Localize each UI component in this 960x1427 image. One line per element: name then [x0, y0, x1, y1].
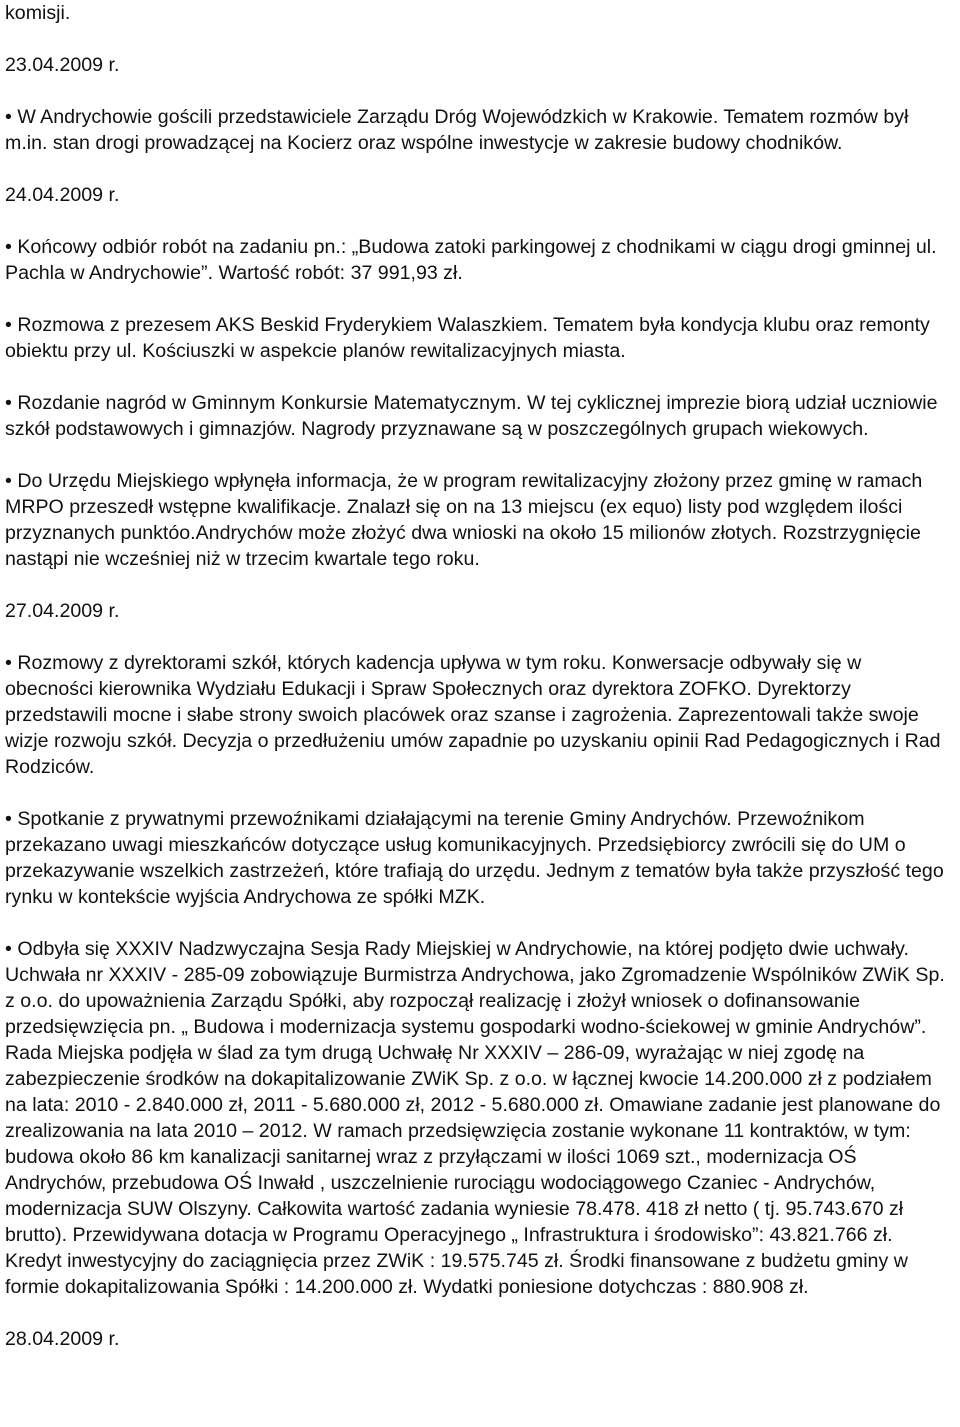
list-item-text: Do Urzędu Miejskiego wpłynęła informacja, że w program rewitalizacyjny złożony przez gminę w ramach MRPO przeszedł wstępne kwalifikacje. Znalazł się on na 13 miejscu (ex equo) listy pod względem ilości przyznanych punktóo.Andrychów może złożyć dwa wnioski na około 15 milionów złotych. Rozstrzygnięcie nastąpi nie wcześniej niż w trzecim kwartale tego roku. [5, 470, 923, 570]
spacer [5, 364, 953, 390]
list-item [5, 936, 953, 1300]
section-date: 23.04.2009 r. [5, 54, 120, 76]
list-item [5, 468, 953, 572]
section-date: 28.04.2009 r. [5, 1328, 120, 1350]
section-date: 27.04.2009 r. [5, 600, 120, 622]
bullet-icon: • [5, 392, 12, 414]
bullet-icon: • [5, 470, 12, 492]
list-item-text: Końcowy odbiór robót na zadaniu pn.: „Budowa zatoki parkingowej z chodnikami w ciągu drogi gminnej ul. Pachla w Andrychowie”. Wartość robót: 37 991,93 zł. [5, 236, 937, 284]
bullet-icon: • [5, 938, 12, 960]
spacer [5, 286, 953, 312]
list-item-text: Rozmowy z dyrektorami szkół, których kadencja upływa w tym roku. Konwersacje odbywały się w obecności kierownika Wydziału Edukacji i Spraw Społecznych oraz dyrektora ZOFKO. Dyrektorzy przedstawili mocne i słabe strony swoich placówek oraz szanse i zagrożenia. Zaprezentowali także swoje wizje rozwoju szkół. Decyzja o przedłużeniu umów zapadnie po uzyskaniu opinii Rad Pedagogicznych i Rad Rodziców. [5, 652, 941, 778]
bullet-icon: • [5, 236, 12, 258]
intro-fragment: komisji. [5, 2, 71, 24]
list-item [5, 650, 953, 780]
bullet-icon: • [5, 652, 12, 674]
list-item-text: W Andrychowie gościli przedstawiciele Zarządu Dróg Wojewódzkich w Krakowie. Tematem rozmów był m.in. stan drogi prowadzącej na Kocierz oraz wspólne inwestycje w zakresie budowy chodników. [5, 106, 909, 154]
spacer [5, 442, 953, 468]
spacer [5, 1300, 953, 1326]
spacer [5, 572, 953, 598]
spacer [5, 780, 953, 806]
spacer [5, 910, 953, 936]
list-item-text: Odbyła się XXXIV Nadzwyczajna Sesja Rady Miejskiej w Andrychowie, na której podjęto dwie uchwały. Uchwała nr XXXIV - 285-09 zobowiązuje Burmistrza Andrychowa, jako Zgromadzenie Wspólników ZWiK Sp. z o.o. do upoważnienia Zarządu Spółki, aby rozpoczął realizację i złożył wniosek o dofinansowanie przedsięwzięcia pn. „ Budowa i modernizacja systemu gospodarki wodno-ściekowej w gminie Andrychów”. Rada Miejska podjęła w ślad za tym drugą Uchwałę Nr XXXIV – 286-09, wyrażając w niej zgodę na zabezpieczenie środków na dokapitalizowanie ZWiK Sp. z o.o. w łącznej kwocie 14.200.000 zł z podziałem na lata: 2010 - 2.840.000 zł, 2011 - 5.680.000 zł, 2012 - 5.680.000 zł. Omawiane zadanie jest planowane do zrealizowania na lata 2010 – 2012. W ramach przedsięwzięcia zostanie wykonane 11 kontraktów, w tym: budowa około 86 km kanalizacji sanitarnej wraz z przyłączami w ilości 1069 szt., modernizacja OŚ Andrychów, przebudowa OŚ Inwałd , uszczelnienie rurociągu wodociągowego Czaniec - Andrychów, modernizacja SUW Olszyny. Całkowita wartość zadania wyniesie 78.478. 418 zł netto ( tj. 95.743.670 zł brutto). Przewidywana dotacja w Programu Operacyjnego „ Infrastruktura i środowisko”: 43.821.766 zł. Kredyt inwestycyjny do zaciągnięcia przez ZWiK : 19.575.745 zł. Środki finansowane z budżetu gminy w formie dokapitalizowania Spółki : 14.200.000 zł. Wydatki poniesione dotychczas : 880.908 zł. [5, 938, 945, 1298]
bullet-icon: • [5, 808, 12, 830]
list-item [5, 104, 953, 156]
list-item-text: Spotkanie z prywatnymi przewoźnikami działającymi na terenie Gminy Andrychów. Przewoźnikom przekazano uwagi mieszkańców dotyczące usług komunikacyjnych. Przedsiębiorcy zwrócili się do UM o przekazywanie wszelkich zastrzeżeń, które trafiają do urzędu. Jednym z tematów była także przyszłość tego rynku w kontekście wyjścia Andrychowa ze spółki MZK. [5, 808, 944, 908]
list-item-text: Rozmowa z prezesem AKS Beskid Fryderykiem Walaszkiem. Tematem była kondycja klubu oraz remonty obiektu przy ul. Kościuszki w aspekcie planów rewitalizacyjnych miasta. [5, 314, 930, 362]
spacer [5, 156, 953, 182]
list-item [5, 806, 953, 910]
document-body [5, 0, 953, 1352]
section-date: 24.04.2009 r. [5, 184, 120, 206]
list-item-text: Rozdanie nagród w Gminnym Konkursie Matematycznym. W tej cyklicznej imprezie biorą udział uczniowie szkół podstawowych i gimnazjów. Nagrody przyznawane są w poszczególnych grupach wiekowych. [5, 392, 938, 440]
list-item [5, 390, 953, 442]
spacer [5, 78, 953, 104]
bullet-icon: • [5, 314, 12, 336]
list-item [5, 234, 953, 286]
bullet-icon: • [5, 106, 12, 128]
list-item [5, 312, 953, 364]
spacer [5, 26, 953, 52]
spacer [5, 624, 953, 650]
spacer [5, 208, 953, 234]
